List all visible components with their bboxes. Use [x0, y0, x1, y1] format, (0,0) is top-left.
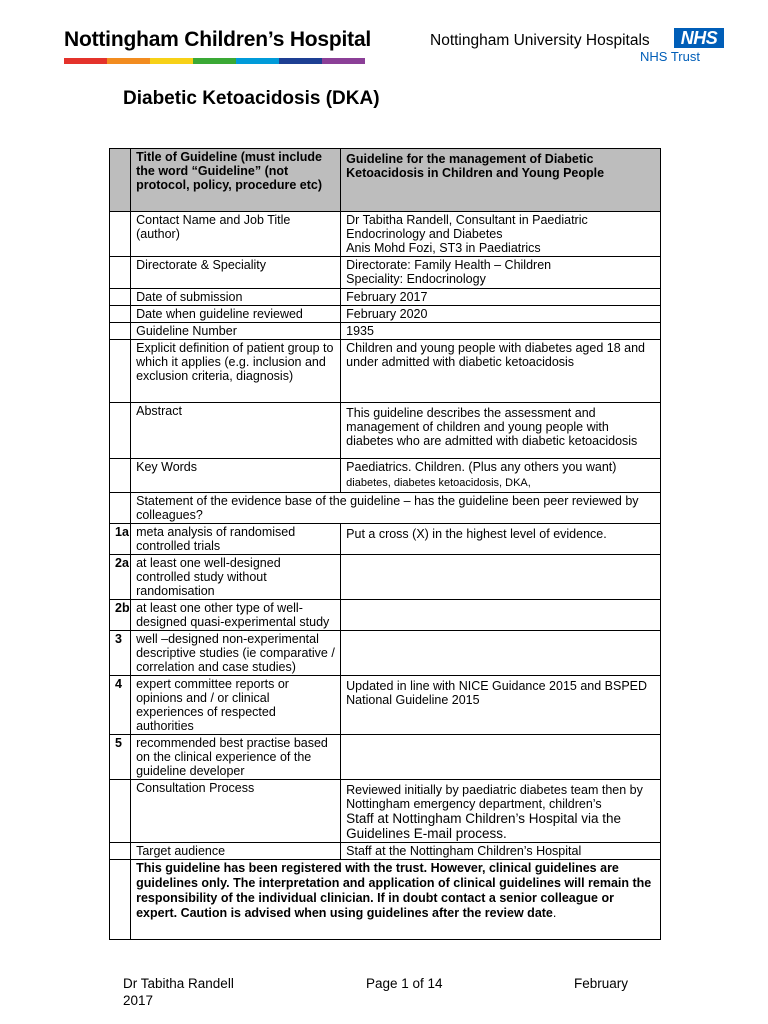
table-row-number — [110, 323, 661, 340]
consultation-value — [341, 780, 661, 843]
stripe-red — [64, 58, 107, 64]
footer-author: Dr Tabitha Randell — [123, 976, 234, 991]
number-label: Guideline Number — [131, 323, 341, 340]
stripe-dark-blue — [279, 58, 322, 64]
consultation-text-large: Staff at Nottingham Children’s Hospital via the Guidelines E-mail process. — [346, 811, 622, 841]
contact-label: Contact Name and Job Title (author) — [131, 212, 341, 257]
evidence-mark-cell[interactable] — [341, 555, 661, 600]
table-row-abstract — [110, 403, 661, 459]
directorate-line-1: Directorate: Family Health – Children — [346, 258, 552, 272]
definition-value: Children and young people with diabetes aged 18 and under admitted with diabetic ketoacidosis — [341, 340, 661, 403]
table-row-submission — [110, 289, 661, 306]
table-cell-blank — [110, 257, 131, 289]
review-label: Date when guideline reviewed — [131, 306, 341, 323]
contact-value — [341, 212, 661, 257]
evidence-note: Updated in line with NICE Guidance 2015 and BSPED National Guideline 2015 — [341, 676, 661, 735]
table-row-directorate — [110, 257, 661, 289]
document-title: Diabetic Ketoacidosis (DKA) — [123, 88, 380, 109]
footer-date-month: February — [574, 976, 629, 991]
abstract-label: Abstract — [131, 403, 341, 459]
contact-line-1: Dr Tabitha Randell, Consultant in Paediatric Endocrinology and Diabetes — [346, 213, 588, 241]
keywords-value — [341, 459, 661, 493]
evidence-mark-cell[interactable] — [341, 631, 661, 676]
table-cell-blank — [110, 306, 131, 323]
stripe-orange — [107, 58, 150, 64]
evidence-level: 1a — [110, 524, 131, 555]
table-row-consultation — [110, 780, 661, 843]
evidence-level: 4 — [110, 676, 131, 735]
table-cell-blank — [110, 780, 131, 843]
title-value: Guideline for the management of Diabetic Ketoacidosis in Children and Young People — [341, 149, 661, 212]
stripe-yellow — [150, 58, 193, 64]
table-cell-blank — [110, 340, 131, 403]
table-row-evidence-2a — [110, 555, 661, 600]
rainbow-stripe — [64, 58, 365, 64]
keywords-label: Key Words — [131, 459, 341, 493]
evidence-level: 3 — [110, 631, 131, 676]
directorate-label: Directorate & Speciality — [131, 257, 341, 289]
definition-label: Explicit definition of patient group to which it applies (e.g. inclusion and exclusion criteria, diagnosis) — [131, 340, 341, 403]
stripe-light-blue — [236, 58, 279, 64]
guideline-info-table — [109, 148, 661, 940]
number-value: 1935 — [341, 323, 661, 340]
keywords-extra: diabetes, diabetes ketoacidosis, DKA, — [346, 476, 531, 489]
table-row-evidence-statement — [110, 493, 661, 524]
evidence-statement: Statement of the evidence base of the guideline – has the guideline been peer reviewed by colleagues? — [131, 493, 661, 524]
stripe-green — [193, 58, 236, 64]
table-row-evidence-2b — [110, 600, 661, 631]
table-row-evidence-1a — [110, 524, 661, 555]
evidence-desc: at least one other type of well-designed quasi-experimental study — [131, 600, 341, 631]
consultation-label: Consultation Process — [131, 780, 341, 843]
evidence-mark-cell[interactable] — [341, 735, 661, 780]
nhs-trust-label: NHS Trust — [640, 49, 700, 64]
trust-name: Nottingham University Hospitals — [430, 32, 650, 49]
audience-label: Target audience — [131, 843, 341, 860]
evidence-desc: recommended best practise based on the clinical experience of the guideline developer — [131, 735, 341, 780]
disclaimer-text: This guideline has been registered with the trust. However, clinical guidelines are guidelines only. The interpretation and application of clinical guidelines will remain the responsibility of the individual clinician. If in doubt contact a senior colleague or expert. Caution is advised when using guidelines after the review date — [136, 861, 652, 920]
evidence-level: 2b — [110, 600, 131, 631]
abstract-value: This guideline describes the assessment and management of children and young people with diabetes who are admitted with diabetic ketoacidosis — [341, 403, 661, 459]
contact-line-2: Anis Mohd Fozi, ST3 in Paediatrics — [346, 241, 541, 255]
table-cell-blank — [110, 323, 131, 340]
table-cell-blank — [110, 459, 131, 493]
table-row-definition — [110, 340, 661, 403]
footer-date-year: 2017 — [123, 993, 154, 1008]
title-label: Title of Guideline (must include the word “Guideline” (not protocol, policy, procedure etc) — [131, 149, 341, 212]
table-row-evidence-3 — [110, 631, 661, 676]
evidence-instruction: Put a cross (X) in the highest level of evidence. — [341, 524, 661, 555]
table-row-evidence-5 — [110, 735, 661, 780]
table-cell-blank — [110, 212, 131, 257]
keywords-main: Paediatrics. Children. (Plus any others you want) — [346, 460, 617, 474]
directorate-line-2: Speciality: Endocrinology — [346, 272, 486, 286]
table-cell-blank — [110, 843, 131, 860]
nhs-logo: NHS — [674, 28, 724, 48]
stripe-purple — [322, 58, 365, 64]
evidence-level: 2a — [110, 555, 131, 600]
table-cell-blank — [110, 149, 131, 212]
evidence-desc: at least one well-designed controlled study without randomisation — [131, 555, 341, 600]
evidence-desc: expert committee reports or opinions and / or clinical experiences of respected authorities — [131, 676, 341, 735]
hospital-name: Nottingham Children’s Hospital — [64, 28, 372, 51]
directorate-value — [341, 257, 661, 289]
review-value: February 2020 — [341, 306, 661, 323]
table-row-evidence-4 — [110, 676, 661, 735]
evidence-mark-cell[interactable] — [341, 600, 661, 631]
table-row-title — [110, 149, 661, 212]
submission-label: Date of submission — [131, 289, 341, 306]
table-cell-blank — [110, 403, 131, 459]
table-row-keywords — [110, 459, 661, 493]
table-row-contact — [110, 212, 661, 257]
footer-page-number: Page 1 of 14 — [366, 976, 443, 991]
table-row-audience — [110, 843, 661, 860]
consultation-text: Reviewed initially by paediatric diabetes team then by Nottingham emergency department, children’s — [346, 783, 643, 811]
submission-value: February 2017 — [341, 289, 661, 306]
evidence-level: 5 — [110, 735, 131, 780]
table-row-review — [110, 306, 661, 323]
table-cell-blank — [110, 860, 131, 940]
table-row-disclaimer — [110, 860, 661, 940]
table-cell-blank — [110, 493, 131, 524]
audience-value: Staff at the Nottingham Children’s Hospital — [341, 843, 661, 860]
disclaimer — [131, 860, 661, 940]
table-cell-blank — [110, 289, 131, 306]
evidence-desc: well –designed non-experimental descriptive studies (ie comparative / correlation and case studies) — [131, 631, 341, 676]
evidence-desc: meta analysis of randomised controlled trials — [131, 524, 341, 555]
disclaimer-end: . — [552, 906, 557, 920]
